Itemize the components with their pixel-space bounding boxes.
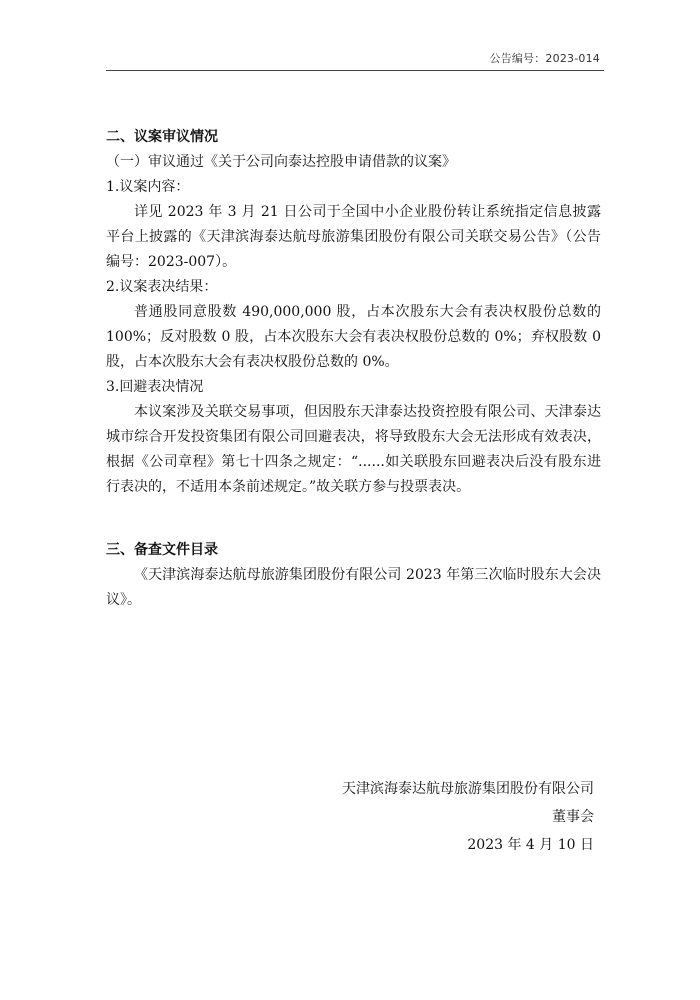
item1-text: 详见 2023 年 3 月 21 日公司于全国中小企业股份转让系统指定信息披露平台上披露的《天津滨海泰达航母旅游集团股份有限公司关联交易公告》（公告编号：2023-007）。 xyxy=(106,204,601,270)
signature-block xyxy=(342,775,594,859)
motion-subtitle: （一）审议通过《关于公司向泰达控股申请借款的议案》 xyxy=(106,154,456,170)
signature-company: 天津滨海泰达航母旅游集团股份有限公司 xyxy=(342,781,594,797)
document-body xyxy=(106,125,601,613)
item3-title: 3.回避表决情况 xyxy=(106,379,204,395)
reference-document-text: 《天津滨海泰达航母旅游集团股份有限公司 2023 年第三次临时股东大会决议》。 xyxy=(106,567,601,608)
signature-date: 2023 年 4 月 10 日 xyxy=(467,837,594,853)
signature-board: 董事会 xyxy=(552,809,594,825)
announcement-number: 公告编号：2023-014 xyxy=(489,52,600,65)
section-spacer xyxy=(106,500,601,538)
item2-text: 普通股同意股数 490,000,000 股，占本次股东大会有表决权股份总数的 100%；反对股数 0 股，占本次股东大会有表决权股份总数的 0%；弃权股数 0 股，占本次股东大会有表决权股份总数的 0%。 xyxy=(106,304,601,370)
section-title-deliberation: 二、议案审议情况 xyxy=(106,129,218,145)
item1-title: 1.议案内容： xyxy=(106,179,190,195)
section-title-references: 三、备查文件目录 xyxy=(106,542,218,558)
item3-text: 本议案涉及关联交易事项，但因股东天津泰达投资控股有限公司、天津泰达城市综合开发投资集团有限公司回避表决，将导致股东大会无法形成有效表决，根据《公司章程》第七十四条之规定：“......如关联股东回避表决后没有股东进行表决的，不适用本条前述规定。”故关联方参与投票表决。 xyxy=(106,404,601,495)
header-divider xyxy=(106,70,604,71)
item2-title: 2.议案表决结果： xyxy=(106,279,218,295)
